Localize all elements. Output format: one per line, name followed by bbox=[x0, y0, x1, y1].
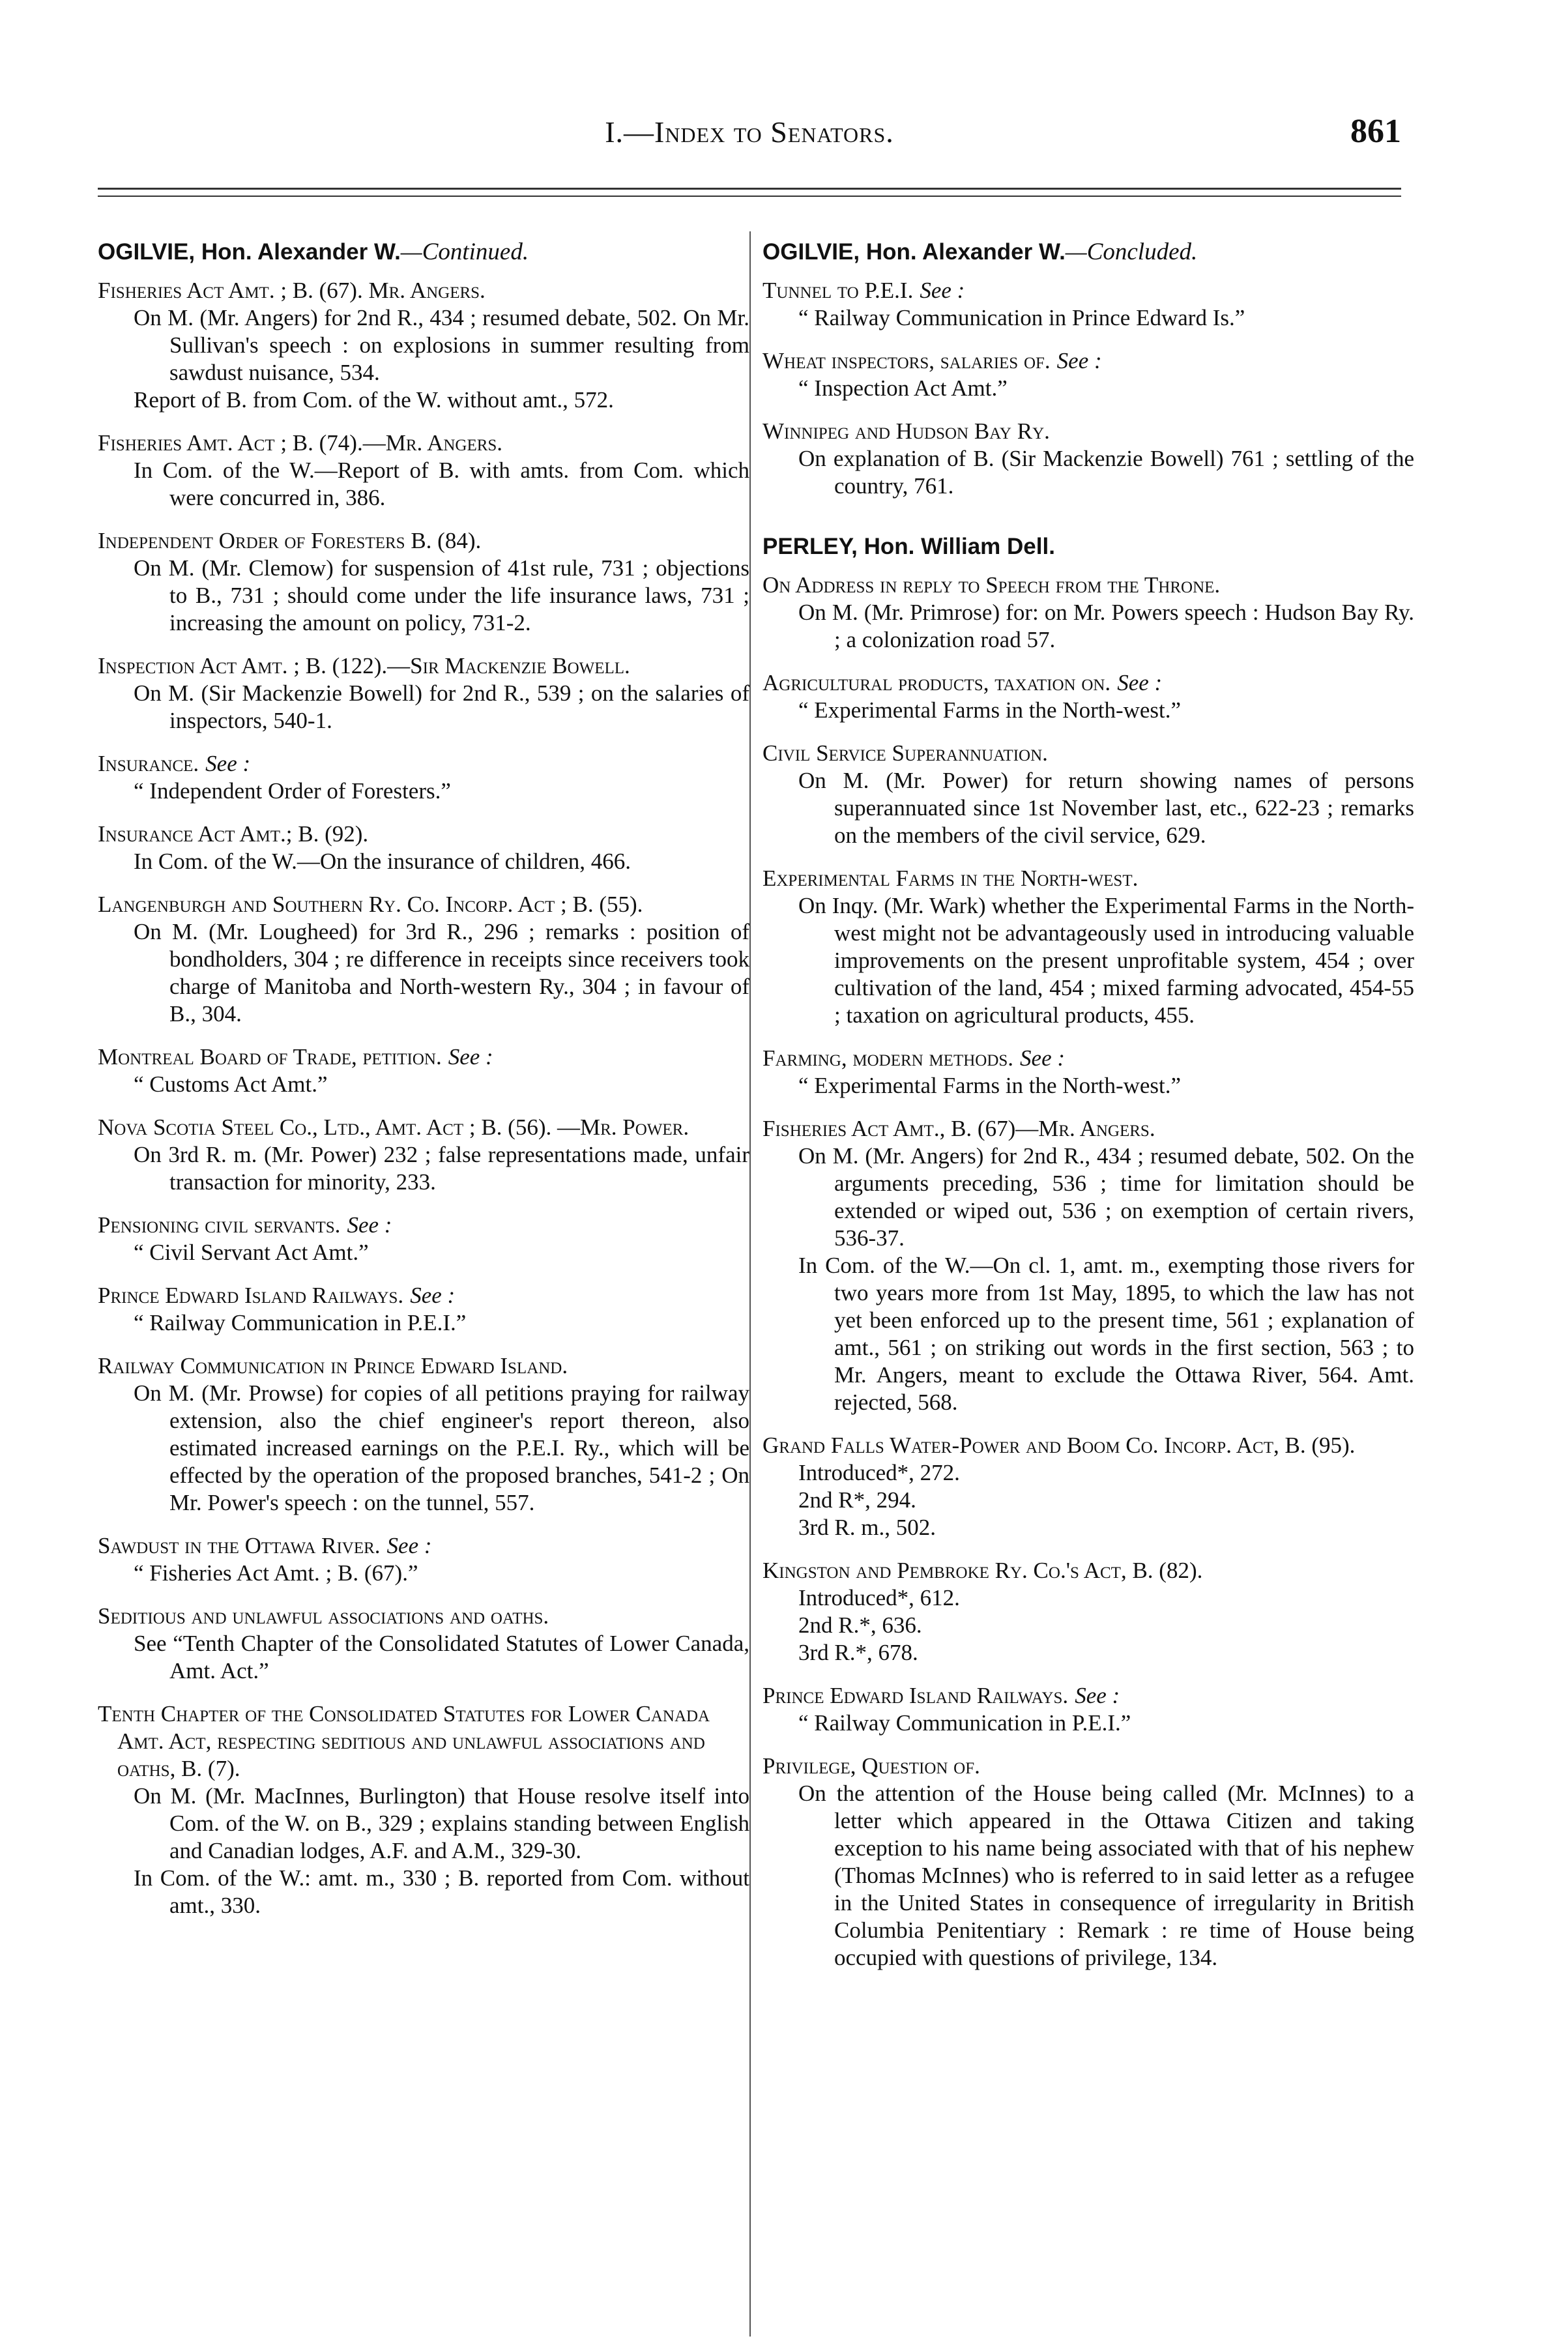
entry-title bbox=[762, 865, 1414, 892]
entry-title bbox=[762, 1115, 1414, 1143]
entry-title-text: Agricultural products, taxation on. bbox=[762, 670, 1111, 695]
entry-title-text: Nova Scotia Steel Co., Ltd., Amt. Act ; B. (56). —Mr. Power. bbox=[98, 1114, 690, 1140]
entry-title bbox=[762, 1432, 1414, 1459]
entry-title-text: Tenth Chapter of the Consolidated Statutes for Lower Canada Amt. Act, respecting seditious and unlawful associations and oaths, B. (7). bbox=[98, 1701, 710, 1781]
entry-title-text: Kingston and Pembroke Ry. Co.'s Act, B. (82). bbox=[762, 1558, 1203, 1583]
index-entry bbox=[98, 277, 749, 414]
concluded-note: —Concluded. bbox=[1065, 239, 1198, 265]
index-entry bbox=[762, 1557, 1414, 1667]
entry-title-text: Fisheries Amt. Act ; B. (74).—Mr. Angers. bbox=[98, 430, 503, 456]
entry-title bbox=[98, 430, 749, 457]
entry-detail: 3rd R.*, 678. bbox=[798, 1640, 918, 1665]
entry-detail: Introduced*, 612. bbox=[798, 1585, 960, 1610]
entry-title-text: Insurance. bbox=[98, 751, 199, 776]
entry-title bbox=[98, 527, 749, 555]
page-number: 861 bbox=[1350, 113, 1401, 150]
entry-detail: On M. (Mr. Prowse) for copies of all petitions praying for railway extension, also the chief engineer's report thereon, also estimated increased earnings on the P.E.I. Ry., which will be effected by the operation of the proposed branches, 541-2 ; On Mr. Power's speech : on the tunnel, 557. bbox=[134, 1380, 749, 1515]
entry-title-text: Independent Order of Foresters B. (84). bbox=[98, 528, 482, 553]
entry-detail: “ Experimental Farms in the North-west.” bbox=[798, 697, 1182, 723]
see-reference: See : bbox=[1117, 670, 1163, 695]
entry-detail: Introduced*, 272. bbox=[798, 1460, 960, 1485]
header-rule-thin bbox=[98, 196, 1401, 197]
entry-detail: On M. (Mr. Angers) for 2nd R., 434 ; resumed debate, 502. On the arguments preceding, 536 ; time for limitation should be extended or wiped out, 536 ; on exemption of certain rivers, 536-37. bbox=[798, 1143, 1414, 1251]
entry-detail: On 3rd R. m. (Mr. Power) 232 ; false representations made, unfair transaction for minority, 233. bbox=[134, 1142, 749, 1195]
entry-title-text: Grand Falls Water-Power and Boom Co. Incorp. Act, B. (95). bbox=[762, 1433, 1356, 1458]
entry-title bbox=[98, 891, 749, 918]
entry-title bbox=[98, 1114, 749, 1141]
entry-title bbox=[762, 1682, 1414, 1710]
entry-title bbox=[762, 1557, 1414, 1584]
index-entry bbox=[98, 1043, 749, 1098]
entry-title-text: Privilege, Question of. bbox=[762, 1753, 980, 1779]
entry-detail: In Com. of the W.—On the insurance of children, 466. bbox=[134, 849, 632, 874]
entry-title bbox=[98, 1603, 749, 1630]
entry-title bbox=[762, 572, 1414, 599]
entry-detail: On Inqy. (Mr. Wark) whether the Experimental Farms in the North-west might not be advantageously used in introducing valuable improvements on the present unprofitable system, 454 ; over cultivation of the land, 454 ; mixed farming advocated, 454-55 ; taxation on agricultural products, 455. bbox=[798, 893, 1414, 1028]
index-entry bbox=[762, 865, 1414, 1029]
entry-title-text: Experimental Farms in the North-west. bbox=[762, 866, 1139, 891]
header-rule bbox=[98, 188, 1401, 190]
column-divider bbox=[749, 231, 751, 2337]
entry-detail: In Com. of the W.: amt. m., 330 ; B. reported from Com. without amt., 330. bbox=[134, 1865, 749, 1918]
entry-detail: On M. (Sir Mackenzie Bowell) for 2nd R., 539 ; on the salaries of inspectors, 540-1. bbox=[134, 680, 749, 733]
index-entry bbox=[762, 740, 1414, 849]
index-entry bbox=[98, 1212, 749, 1266]
index-entry bbox=[98, 750, 749, 805]
entry-title bbox=[762, 1045, 1414, 1072]
entry-title-text: Farming, modern methods. bbox=[762, 1045, 1014, 1071]
entry-detail: “ Railway Communication in Prince Edward Is.” bbox=[798, 305, 1245, 330]
entry-title-text: Pensioning civil servants. bbox=[98, 1212, 341, 1238]
senator-heading bbox=[762, 526, 1414, 561]
entry-detail: “ Civil Servant Act Amt.” bbox=[134, 1240, 369, 1265]
entry-detail: 2nd R*, 294. bbox=[798, 1487, 916, 1513]
index-entry bbox=[98, 1700, 749, 1919]
entry-title-text: Winnipeg and Hudson Bay Ry. bbox=[762, 418, 1050, 444]
entry-title bbox=[762, 1753, 1414, 1780]
running-title: I.—Index to Senators. bbox=[605, 115, 894, 149]
index-entry bbox=[98, 527, 749, 637]
entry-detail: On explanation of B. (Sir Mackenzie Bowell) 761 ; settling of the country, 761. bbox=[798, 446, 1414, 499]
entry-detail: “ Fisheries Act Amt. ; B. (67).” bbox=[134, 1560, 418, 1586]
entry-title-text: Fisheries Act Amt., B. (67)—Mr. Angers. bbox=[762, 1116, 1155, 1141]
index-entry bbox=[762, 277, 1414, 332]
entry-title bbox=[98, 652, 749, 680]
entry-title bbox=[98, 277, 749, 304]
entry-detail: In Com. of the W.—On cl. 1, amt. m., exempting those rivers for two years more from 1st May, 1895, to which the law has not yet been enforced up to the present time, 561 ; explanation of amt., 561 ; on striking out words in the first section, 563 ; to Mr. Angers, meant to exclude the Ottawa River, 564. Amt. rejected, 568. bbox=[798, 1253, 1414, 1415]
entry-title-text: On Address in reply to Speech from the Throne. bbox=[762, 572, 1221, 598]
entry-title bbox=[762, 347, 1414, 375]
entry-title bbox=[98, 750, 749, 778]
entry-title-text: Seditious and unlawful associations and oaths. bbox=[98, 1603, 549, 1629]
senator-heading bbox=[762, 231, 1414, 267]
entry-detail: On the attention of the House being called (Mr. McInnes) to a letter which appeared in the Ottawa Citizen and taking exception to his name being associated with that of his nephew (Thomas McInnes) who is referred to in said letter as a refugee in the United States in consequence of irregularity in British Columbia Penitentiary : Remark : re time of House being occupied with questions of privilege, 134. bbox=[798, 1781, 1414, 1970]
entry-detail: In Com. of the W.—Report of B. with amts. from Com. which were concurred in, 386. bbox=[134, 458, 749, 510]
entry-title-text: Insurance Act Amt.; B. (92). bbox=[98, 821, 369, 847]
entry-title bbox=[98, 1212, 749, 1239]
entry-title bbox=[762, 418, 1414, 445]
entry-title-text: Railway Communication in Prince Edward Island. bbox=[98, 1353, 568, 1378]
entry-detail: On M. (Mr. Clemow) for suspension of 41st rule, 731 ; objections to B., 731 ; should come under the life insurance laws, 731 ; increasing the amount on policy, 731-2. bbox=[134, 555, 749, 635]
entry-title bbox=[762, 740, 1414, 767]
continued-note: —Continued. bbox=[400, 239, 529, 265]
senator-name: PERLEY, Hon. William Dell. bbox=[762, 534, 1055, 559]
index-entry bbox=[98, 430, 749, 512]
entry-detail: “ Independent Order of Foresters.” bbox=[134, 778, 451, 804]
entry-detail: On M. (Mr. Primrose) for: on Mr. Powers speech : Hudson Bay Ry. ; a colonization road 57. bbox=[798, 600, 1414, 652]
entry-title bbox=[98, 1700, 749, 1783]
index-entry bbox=[98, 891, 749, 1028]
entry-detail: See “Tenth Chapter of the Consolidated Statutes of Lower Canada, Amt. Act.” bbox=[134, 1631, 749, 1683]
entry-title-text: Civil Service Superannuation. bbox=[762, 740, 1048, 766]
index-entry bbox=[762, 1753, 1414, 1972]
see-reference: See : bbox=[920, 278, 965, 303]
running-head bbox=[98, 115, 1401, 160]
see-reference: See : bbox=[347, 1212, 392, 1238]
entry-detail: 3rd R. m., 502. bbox=[798, 1515, 936, 1540]
entry-title bbox=[98, 1352, 749, 1380]
index-entry bbox=[762, 1682, 1414, 1737]
see-reference: See : bbox=[1020, 1045, 1066, 1071]
see-reference: See : bbox=[448, 1044, 493, 1070]
index-entry bbox=[98, 1532, 749, 1587]
entry-detail: On M. (Mr. Power) for return showing names of persons superannuated since 1st November last, etc., 622-23 ; remarks on the members of the civil service, 629. bbox=[798, 768, 1414, 848]
entry-detail: “ Railway Communication in P.E.I.” bbox=[798, 1710, 1131, 1736]
entry-detail: 2nd R.*, 636. bbox=[798, 1612, 922, 1638]
index-entry bbox=[98, 652, 749, 735]
see-reference: See : bbox=[1056, 348, 1102, 373]
entry-detail: “ Experimental Farms in the North-west.” bbox=[798, 1073, 1182, 1098]
entry-title-text: Tunnel to P.E.I. bbox=[762, 278, 914, 303]
index-entry bbox=[98, 1603, 749, 1685]
left-column bbox=[98, 231, 749, 1935]
entry-detail: “ Railway Communication in P.E.I.” bbox=[134, 1310, 467, 1335]
see-reference: See : bbox=[1075, 1683, 1120, 1708]
index-entry bbox=[98, 821, 749, 875]
index-entry bbox=[762, 1115, 1414, 1416]
index-entry bbox=[762, 347, 1414, 402]
entry-title bbox=[762, 277, 1414, 304]
senator-heading bbox=[98, 231, 749, 267]
entry-title-text: Langenburgh and Southern Ry. Co. Incorp. Act ; B. (55). bbox=[98, 892, 643, 917]
index-entry bbox=[762, 572, 1414, 654]
entry-title bbox=[98, 1282, 749, 1309]
entry-title bbox=[98, 1043, 749, 1071]
entry-title bbox=[98, 1532, 749, 1560]
index-entry bbox=[762, 1045, 1414, 1100]
see-reference: See : bbox=[410, 1283, 456, 1308]
senator-name: OGILVIE, Hon. Alexander W. bbox=[98, 239, 401, 265]
index-entry bbox=[762, 1432, 1414, 1541]
index-entry bbox=[762, 418, 1414, 500]
entry-list bbox=[762, 572, 1414, 1972]
right-column bbox=[762, 231, 1414, 1987]
entry-title-text: Prince Edward Island Railways. bbox=[762, 1683, 1069, 1708]
index-entry bbox=[98, 1282, 749, 1337]
senator-name: OGILVIE, Hon. Alexander W. bbox=[762, 239, 1066, 265]
entry-title-text: Inspection Act Amt. ; B. (122).—Sir Mackenzie Bowell. bbox=[98, 653, 630, 678]
entry-list bbox=[762, 277, 1414, 500]
entry-title-text: Montreal Board of Trade, petition. bbox=[98, 1044, 442, 1070]
entry-title-text: Wheat inspectors, salaries of. bbox=[762, 348, 1051, 373]
entry-detail: Report of B. from Com. of the W. without amt., 572. bbox=[134, 387, 614, 413]
entry-detail: On M. (Mr. MacInnes, Burlington) that House resolve itself into Com. of the W. on B., 329 ; explains standing between English and Canadian lodges, A.F. and A.M., 329-30. bbox=[134, 1783, 749, 1863]
entry-title-text: Fisheries Act Amt. ; B. (67). Mr. Angers. bbox=[98, 278, 486, 303]
entry-detail: On M. (Mr. Lougheed) for 3rd R., 296 ; remarks : position of bondholders, 304 ; re difference in receipts since receivers took charge of Manitoba and North-western Ry., 304 ; in favour of B., 304. bbox=[134, 919, 749, 1027]
see-reference: See : bbox=[205, 751, 251, 776]
see-reference: See : bbox=[386, 1533, 432, 1558]
index-entry bbox=[98, 1114, 749, 1196]
entry-detail: “ Customs Act Amt.” bbox=[134, 1071, 328, 1097]
index-entry bbox=[98, 1352, 749, 1517]
entry-detail: On M. (Mr. Angers) for 2nd R., 434 ; resumed debate, 502. On Mr. Sullivan's speech : on explosions in summer resulting from sawdust nuisance, 534. bbox=[134, 305, 749, 385]
entry-detail: “ Inspection Act Amt.” bbox=[798, 375, 1008, 401]
entry-title-text: Sawdust in the Ottawa River. bbox=[98, 1533, 381, 1558]
entry-title-text: Prince Edward Island Railways. bbox=[98, 1283, 404, 1308]
entry-title bbox=[762, 669, 1414, 697]
entry-title bbox=[98, 821, 749, 848]
entry-list bbox=[98, 277, 749, 1919]
index-entry bbox=[762, 669, 1414, 724]
